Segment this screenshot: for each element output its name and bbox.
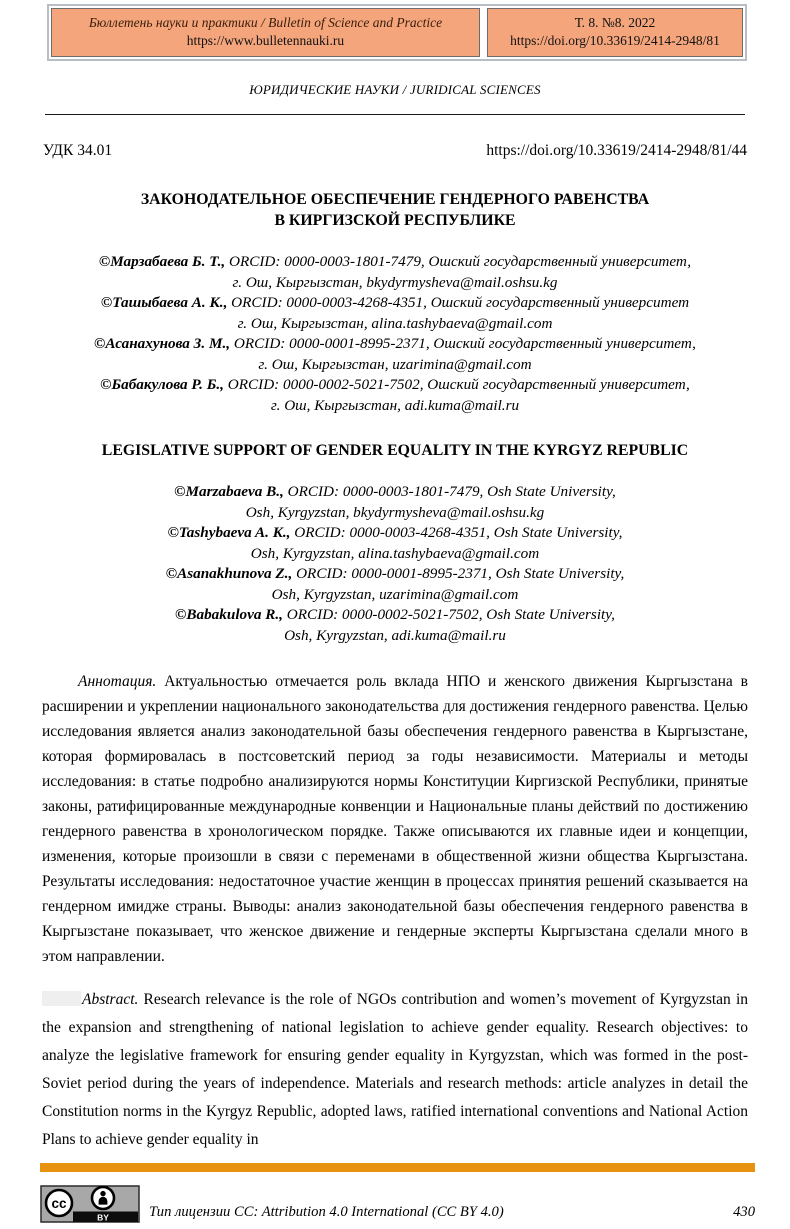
author-name: ©Asanakhunova Z., xyxy=(165,565,293,582)
authors-ru-block xyxy=(0,252,790,416)
footer-accent-bar xyxy=(40,1163,755,1172)
author-ru-line xyxy=(0,252,790,273)
udc-code: УДК 34.01 xyxy=(43,142,113,159)
author-name: ©Бабакулова Р. Б., xyxy=(100,376,224,393)
author-affiliation: ORCID: 0000-0003-1801-7479, Ошский государственный университет, xyxy=(225,253,692,270)
author-name: ©Tashybaeva A. K., xyxy=(167,524,291,541)
author-en-contact: Osh, Kyrgyzstan, bkydyrmysheva@mail.oshsu.kg xyxy=(245,503,545,521)
author-ru-line xyxy=(0,334,790,355)
article-title-ru-line1: ЗАКОНОДАТЕЛЬНОЕ ОБЕСПЕЧЕНИЕ ГЕНДЕРНОГО РАВЕНСТВА xyxy=(140,191,650,208)
author-ru-line xyxy=(0,293,790,314)
author-ru-contact: г. Ош, Кыргызстан, bkydyrmysheva@mail.oshsu.kg xyxy=(232,273,558,291)
cc-by-band-label: BY xyxy=(97,1212,109,1223)
author-ru-line xyxy=(0,375,790,396)
article-title-ru xyxy=(0,189,790,231)
abstract-en-text: Research relevance is the role of NGOs contribution and women’s movement of Kyrgyzstan in the expansion and strengthening of national legislation to achieve gender equality. Research objectives: to analyze the legislative framework for ensuring gender equality in Kyrgyzstan, which was formed in the post-Soviet period during the years of independence. Materials and research methods: article analyzes in detail the Constitution norms in the Kyrgyz Republic, adopted laws, ratified international conventions and National Action Plans to achieve gender equality in xyxy=(42,991,748,1148)
author-name: ©Асанахунова З. М., xyxy=(94,335,231,352)
author-affiliation: ORCID: 0000-0001-8995-2371, Osh State University, xyxy=(292,565,625,582)
author-affiliation: ORCID: 0000-0003-4268-4351, Osh State University, xyxy=(290,524,623,541)
author-affiliation: ORCID: 0000-0003-1801-7479, Osh State University, xyxy=(283,483,616,500)
section-title: ЮРИДИЧЕСКИЕ НАУКИ / JURIDICAL SCIENCES xyxy=(249,82,541,97)
author-en-contact: Osh, Kyrgyzstan, uzarimina@gmail.com xyxy=(271,585,519,603)
journal-title-cell xyxy=(51,8,480,57)
abstract-ru-label: Аннотация. xyxy=(78,673,157,690)
page-number: 430 xyxy=(733,1204,755,1220)
author-en-line xyxy=(0,605,790,626)
issue-doi-link[interactable]: https://doi.org/10.33619/2414-2948/81 xyxy=(510,33,720,48)
cc-icon-text: cc xyxy=(51,1196,67,1211)
author-name: ©Babakulova R., xyxy=(175,606,283,623)
author-affiliation: ORCID: 0000-0002-5021-7502, Osh State University, xyxy=(282,606,615,623)
article-title-ru-line2: В КИРГИЗСКОЙ РЕСПУБЛИКЕ xyxy=(274,212,516,229)
journal-header-table xyxy=(47,4,747,61)
journal-title: Бюллетень науки и практики / Bulletin of Science and Practice xyxy=(88,15,443,30)
abstract-ru xyxy=(42,669,748,969)
footer-row xyxy=(40,1185,755,1223)
author-en-line xyxy=(0,564,790,585)
authors-en-block xyxy=(0,482,790,646)
author-ru-contact: г. Ош, Кыргызстан, adi.kuma@mail.ru xyxy=(270,396,520,414)
abstract-ru-text: Актуальностью отмечается роль вклада НПО и женского движения Кыргызстана в расширении и укреплении национального законодательства для достижения гендерного равенства. Целью исследования является анализ законодательной базы обеспечения гендерного равенства в Кыргызстане, которая формировалась в постсоветский период за годы независимости. Материалы и методы исследования: в статье подробно анализируются нормы Конституции Киргизской Республики, принятые законы, ратифицированные международные конвенции и Национальные планы действий по достижению гендерного равенства в хронологическом порядке. Также описываются их главные идеи и концепции, изменения, которые произошли в связи с переменами в общественной жизни общества Кыргызстана. Результаты исследования: недостаточное участие женщин в процессах принятия решений сказывается на гендерном имидже страны. Выводы: анализ законодательной базы обеспечения гендерного равенства в Кыргызстане показывает, что женское движение и гендерные эксперты Кыргызстана сделали много в этом направлении. xyxy=(42,673,748,965)
author-en-line xyxy=(0,523,790,544)
issue-info-cell xyxy=(487,8,743,57)
license-text: Тип лицензии CC: Attribution 4.0 International (CC BY 4.0) xyxy=(149,1204,504,1220)
cc-by-badge-icon[interactable] xyxy=(40,1185,140,1223)
author-name: ©Марзабаева Б. Т., xyxy=(98,253,226,270)
section-divider-line xyxy=(45,98,745,115)
article-doi-link[interactable]: https://doi.org/10.33619/2414-2948/81/44 xyxy=(486,142,747,159)
author-name: ©Marzabaeva B., xyxy=(174,483,284,500)
author-en-line xyxy=(0,482,790,503)
author-ru-contact: г. Ош, Кыргызстан, uzarimina@gmail.com xyxy=(258,355,532,373)
author-affiliation: ORCID: 0000-0001-8995-2371, Ошский государственный университет, xyxy=(230,335,696,352)
author-name: ©Ташыбаева А. К., xyxy=(100,294,228,311)
journal-url-link[interactable]: https://www.bulletennauki.ru xyxy=(186,33,345,48)
highlight-artifact xyxy=(42,991,81,1006)
abstract-en-label: Abstract. xyxy=(82,991,139,1008)
page-footer xyxy=(40,1163,755,1223)
author-en-contact: Osh, Kyrgyzstan, alina.tashybaeva@gmail.com xyxy=(250,544,540,562)
udc-doi-row xyxy=(43,142,747,160)
author-en-contact: Osh, Kyrgyzstan, adi.kuma@mail.ru xyxy=(284,626,506,644)
abstract-en xyxy=(42,986,748,1154)
article-title-en: LEGISLATIVE SUPPORT OF GENDER EQUALITY IN THE KYRGYZ REPUBLIC xyxy=(101,442,689,459)
author-affiliation: ORCID: 0000-0003-4268-4351, Ошский государственный университет xyxy=(227,294,690,311)
author-affiliation: ORCID: 0000-0002-5021-7502, Ошский государственный университет, xyxy=(223,376,690,393)
volume-issue: Т. 8. №8. 2022 xyxy=(574,15,656,30)
author-ru-contact: г. Ош, Кыргызстан, alina.tashybaeva@gmail.com xyxy=(237,314,553,332)
